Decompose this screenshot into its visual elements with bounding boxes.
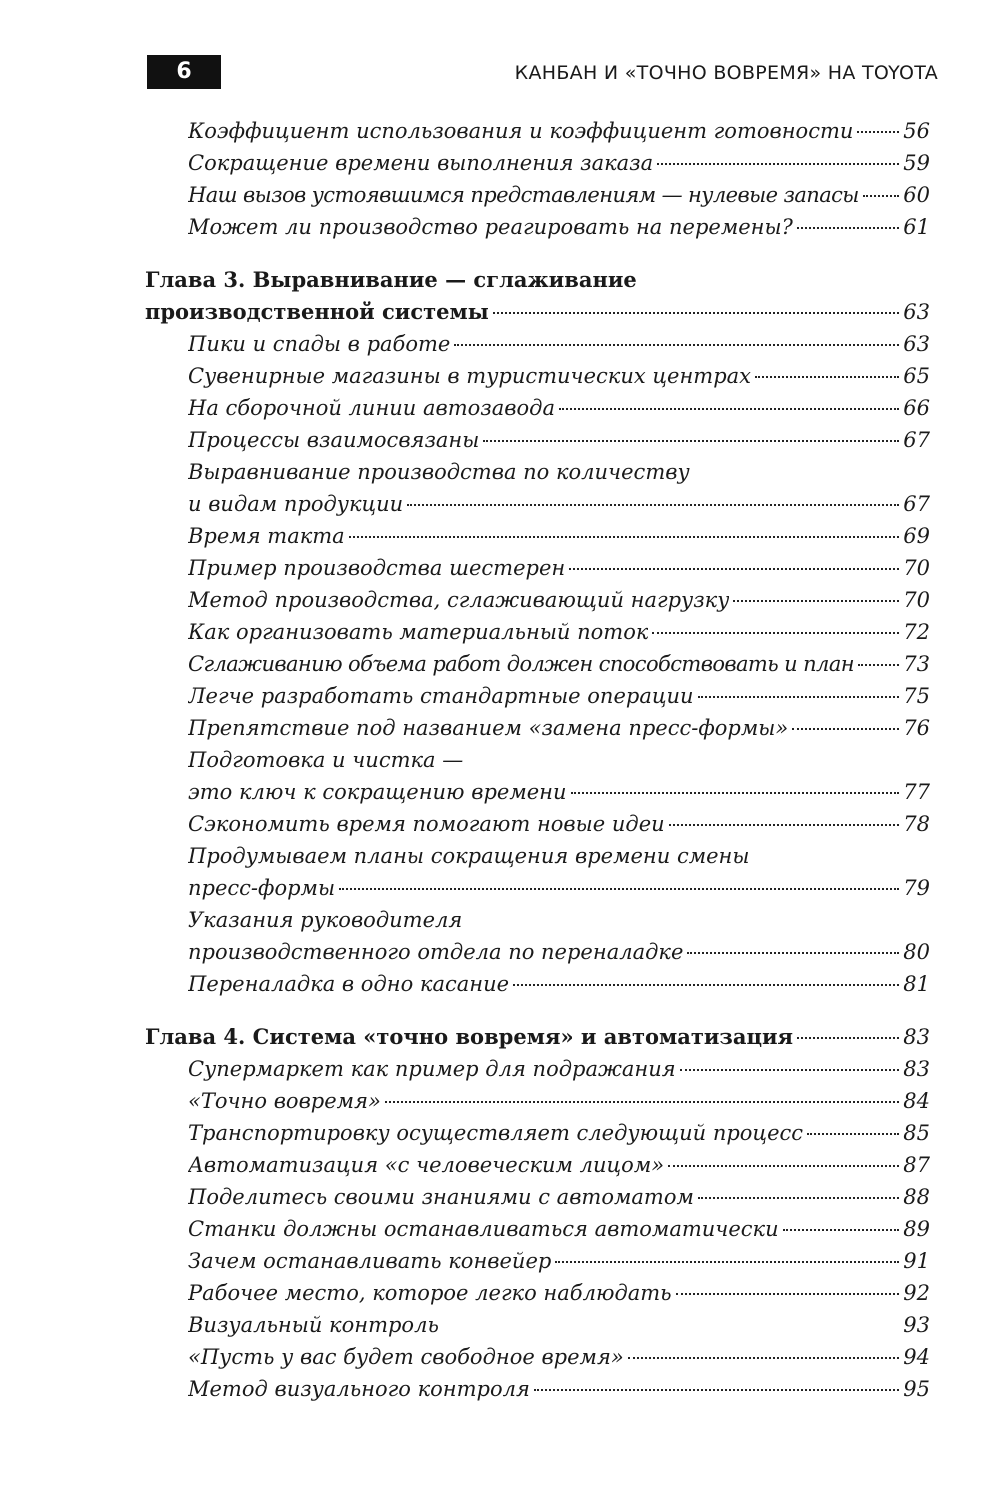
chapter-3-title-line2: производственной системы bbox=[145, 299, 489, 324]
toc-entry[interactable] bbox=[188, 1373, 930, 1405]
toc-entry-page: 72 bbox=[903, 620, 930, 644]
toc-entry-page: 65 bbox=[903, 364, 930, 388]
leader-dots bbox=[733, 600, 899, 602]
leader-dots bbox=[807, 1133, 899, 1135]
toc-entry[interactable] bbox=[188, 1309, 930, 1341]
toc-entry-page: 63 bbox=[903, 332, 930, 356]
toc-entry-title: Транспортировку осуществляет следующий процесс bbox=[188, 1121, 804, 1145]
toc-entry-page: 77 bbox=[903, 780, 930, 804]
toc-entry-title: Станки должны останавливаться автоматически bbox=[188, 1217, 779, 1241]
toc-entry-title: Препятствие под названием «замена пресс-формы» bbox=[188, 716, 789, 740]
toc-entry-page: 88 bbox=[903, 1185, 930, 1209]
leader-dots bbox=[698, 1197, 899, 1199]
toc-entry-title: Поделитесь своими знаниями с автоматом bbox=[188, 1185, 694, 1209]
toc-entry-title: Сэкономить время помогают новые идеи bbox=[188, 812, 665, 836]
toc-entry-title: Коэффициент использования и коэффициент готовности bbox=[188, 119, 854, 143]
chapter-3-entry[interactable] bbox=[145, 296, 930, 328]
toc-entry[interactable] bbox=[188, 584, 930, 616]
leader-dots bbox=[698, 696, 900, 698]
toc-entry-page: 61 bbox=[903, 215, 930, 239]
chapter-4-page: 83 bbox=[903, 1025, 930, 1049]
running-header: КАНБАН И «ТОЧНО ВОВРЕМЯ» НА TOYOTA bbox=[514, 62, 938, 84]
toc-entry-page: 81 bbox=[903, 972, 930, 996]
leader-dots bbox=[797, 1037, 899, 1039]
toc-entry-title: Переналадка в одно касание bbox=[188, 972, 510, 996]
toc-entry-page: 84 bbox=[903, 1089, 930, 1113]
toc-entry[interactable] bbox=[188, 616, 930, 648]
toc-entry[interactable] bbox=[188, 872, 930, 904]
leader-dots bbox=[792, 728, 899, 730]
toc-entry[interactable] bbox=[188, 328, 930, 360]
toc-entry-page: 73 bbox=[903, 652, 930, 676]
toc-entry-title: На сборочной линии автозавода bbox=[188, 396, 555, 420]
leader-dots bbox=[676, 1293, 900, 1295]
toc-entry-page: 69 bbox=[903, 524, 930, 548]
toc-entry-page: 79 bbox=[903, 876, 930, 900]
toc-entry[interactable] bbox=[188, 648, 930, 680]
leader-dots bbox=[628, 1357, 900, 1359]
toc-entry[interactable] bbox=[188, 115, 930, 147]
leader-dots bbox=[783, 1229, 900, 1231]
toc-entry[interactable] bbox=[188, 1277, 930, 1309]
leader-dots bbox=[569, 568, 899, 570]
toc-entry[interactable] bbox=[188, 1341, 930, 1373]
toc-entry-title: «Пусть у вас будет свободное время» bbox=[188, 1345, 624, 1369]
toc-entry[interactable] bbox=[188, 1245, 930, 1277]
leader-dots bbox=[668, 1165, 899, 1167]
leader-dots bbox=[858, 664, 899, 666]
leader-dots bbox=[669, 824, 900, 826]
toc-entry[interactable] bbox=[188, 1053, 930, 1085]
toc-entry-page: 76 bbox=[903, 716, 930, 740]
toc-entry-first-line bbox=[188, 840, 930, 872]
toc-entry-title: Сувенирные магазины в туристических центрах bbox=[188, 364, 752, 388]
toc-entry[interactable] bbox=[188, 147, 930, 179]
toc-entry[interactable] bbox=[188, 680, 930, 712]
leader-dots bbox=[797, 227, 899, 229]
toc-entry-page: 83 bbox=[903, 1057, 930, 1081]
toc-entry[interactable] bbox=[188, 392, 930, 424]
leader-dots bbox=[407, 504, 899, 506]
toc-entry-title: Процессы взаимосвязаны bbox=[188, 428, 480, 452]
toc-entry-title: Рабочее место, которое легко наблюдать bbox=[188, 1281, 672, 1305]
chapter-3-title-line1: Глава 3. Выравнивание — сглаживание bbox=[145, 267, 637, 292]
toc-entry[interactable] bbox=[188, 1117, 930, 1149]
toc-entry-page: 70 bbox=[903, 588, 930, 612]
leader-dots bbox=[555, 1261, 899, 1263]
toc-entry-title: Автоматизация «с человеческим лицом» bbox=[188, 1153, 665, 1177]
toc-entry-first-line bbox=[188, 904, 930, 936]
toc-entry-page: 94 bbox=[903, 1345, 930, 1369]
toc-entry-page: 80 bbox=[903, 940, 930, 964]
chapter-3-page: 63 bbox=[903, 300, 930, 324]
toc-entry[interactable] bbox=[188, 968, 930, 1000]
toc-entry-title: Зачем останавливать конвейер bbox=[188, 1249, 552, 1273]
toc-entry-title: Пример производства шестерен bbox=[188, 556, 566, 580]
toc-entry-title: и видам продукции bbox=[188, 492, 404, 516]
toc-entry-page: 56 bbox=[903, 119, 930, 143]
toc-entry-page: 60 bbox=[903, 183, 930, 207]
toc-entry-page: 70 bbox=[903, 556, 930, 580]
leader-dots bbox=[571, 792, 900, 794]
toc-entry-title-line1: Выравнивание производства по количеству bbox=[188, 460, 690, 484]
toc-entry-title: Метод визуального контроля bbox=[188, 1377, 530, 1401]
toc-entry-title: Сглаживанию объема работ должен способствовать и план bbox=[188, 652, 854, 676]
toc-entry[interactable] bbox=[188, 1149, 930, 1181]
toc-entry-title: производственного отдела по переналадке bbox=[188, 940, 684, 964]
leader-dots bbox=[559, 408, 899, 410]
toc-entry-page: 75 bbox=[903, 684, 930, 708]
leader-dots bbox=[454, 344, 899, 346]
toc-entry-title: пресс-формы bbox=[188, 876, 336, 900]
leader-dots bbox=[493, 312, 899, 314]
toc-entry-page: 78 bbox=[903, 812, 930, 836]
toc-entry[interactable] bbox=[188, 1213, 930, 1245]
toc-entry-title: Пики и спады в работе bbox=[188, 332, 451, 356]
toc-entry[interactable] bbox=[188, 179, 930, 211]
leader-dots bbox=[483, 440, 899, 442]
toc-entry-title: это ключ к сокращению времени bbox=[188, 780, 567, 804]
leader-dots bbox=[513, 984, 899, 986]
toc-entry-page: 89 bbox=[903, 1217, 930, 1241]
toc-entry-title: Время такта bbox=[188, 524, 345, 548]
toc-entry[interactable] bbox=[188, 488, 930, 520]
leader-dots bbox=[534, 1389, 899, 1391]
leader-dots bbox=[863, 195, 899, 197]
leader-dots bbox=[652, 632, 899, 634]
leader-dots bbox=[657, 163, 899, 165]
leader-dots bbox=[385, 1101, 899, 1103]
toc-entry[interactable] bbox=[188, 1085, 930, 1117]
toc-entry-page: 95 bbox=[903, 1377, 930, 1401]
leader-dots bbox=[680, 1069, 900, 1071]
toc-entry-title-line1: Указания руководителя bbox=[188, 908, 463, 932]
page-number: 6 bbox=[147, 55, 221, 89]
toc-entry-title: «Точно вовремя» bbox=[188, 1089, 381, 1113]
toc-entry[interactable] bbox=[188, 808, 930, 840]
leader-dots bbox=[755, 376, 899, 378]
toc-entry-title: Как организовать материальный поток bbox=[188, 620, 649, 644]
toc-entry[interactable] bbox=[188, 424, 930, 456]
toc-entry-page: 67 bbox=[903, 492, 930, 516]
toc-entry[interactable] bbox=[188, 712, 930, 744]
toc-entry[interactable] bbox=[188, 1181, 930, 1213]
leader-dots bbox=[339, 888, 899, 890]
chapter-4-title: Глава 4. Система «точно вовремя» и автоматизация bbox=[145, 1024, 794, 1049]
leader-dots bbox=[349, 536, 900, 538]
toc-entry[interactable] bbox=[188, 776, 930, 808]
toc-entry[interactable] bbox=[188, 936, 930, 968]
toc-entry-title: Сокращение времени выполнения заказа bbox=[188, 151, 654, 175]
toc-entry-page: 92 bbox=[903, 1281, 930, 1305]
toc-entry-title: Визуальный контроль bbox=[188, 1313, 439, 1337]
toc-entry-title-line1: Продумываем планы сокращения времени смены bbox=[188, 844, 750, 868]
leader-dots bbox=[443, 1325, 899, 1327]
toc-entry-page: 66 bbox=[903, 396, 930, 420]
toc-entry[interactable] bbox=[188, 552, 930, 584]
toc-entry-title: Метод производства, сглаживающий нагрузку bbox=[188, 588, 730, 612]
toc-entry[interactable] bbox=[188, 211, 930, 243]
chapter-4-entry[interactable] bbox=[145, 1021, 930, 1053]
toc-entry-title: Может ли производство реагировать на перемены? bbox=[188, 215, 793, 239]
chapter-3-heading bbox=[145, 264, 930, 296]
toc-entry[interactable] bbox=[188, 360, 930, 392]
toc-entry-title: Наш вызов устоявшимся представлениям — нулевые запасы bbox=[188, 183, 859, 207]
toc-entry-title-line1: Подготовка и чистка — bbox=[188, 748, 464, 772]
toc-entry-page: 91 bbox=[903, 1249, 930, 1273]
leader-dots bbox=[857, 131, 899, 133]
toc-entry-page: 67 bbox=[903, 428, 930, 452]
toc-entry-page: 59 bbox=[903, 151, 930, 175]
toc-entry-first-line bbox=[188, 744, 930, 776]
leader-dots bbox=[687, 952, 899, 954]
toc-entry-page: 85 bbox=[903, 1121, 930, 1145]
toc-entry-page: 87 bbox=[903, 1153, 930, 1177]
toc-entry-first-line bbox=[188, 456, 930, 488]
toc-entry-title: Легче разработать стандартные операции bbox=[188, 684, 694, 708]
toc-entry[interactable] bbox=[188, 520, 930, 552]
toc-entry-title: Супермаркет как пример для подражания bbox=[188, 1057, 676, 1081]
toc-entry-page: 93 bbox=[903, 1313, 930, 1337]
